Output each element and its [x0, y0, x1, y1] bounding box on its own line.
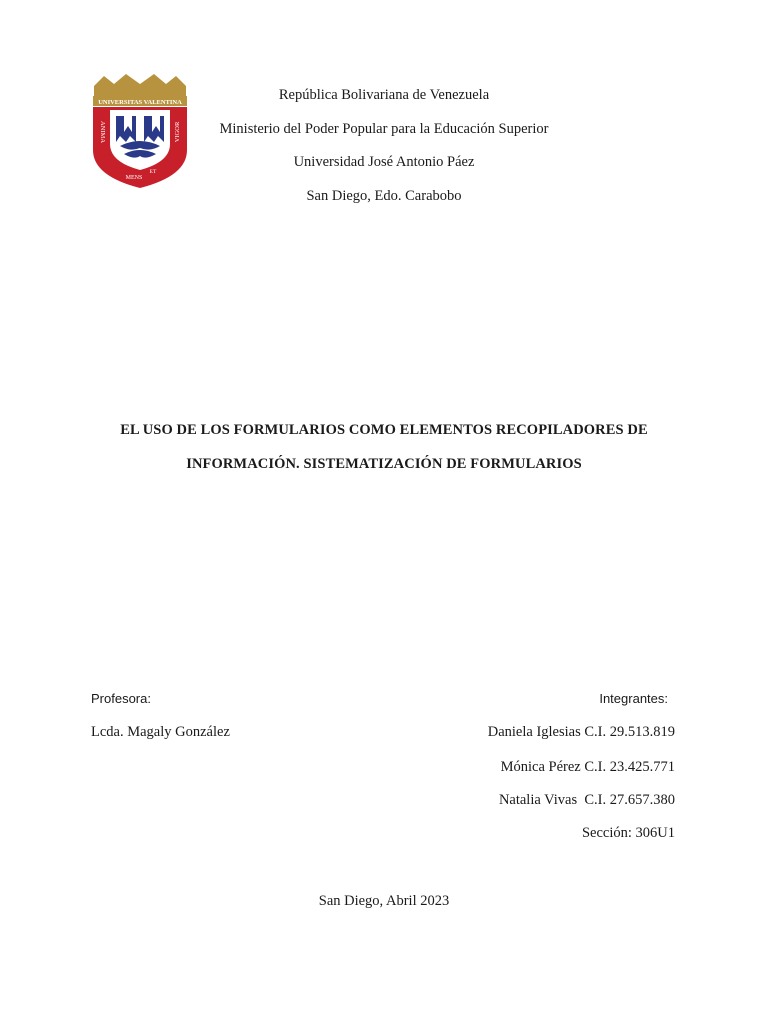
seal-banner-text: UNIVERSITAS VALENTINA: [98, 99, 182, 106]
header-university: Universidad José Antonio Páez: [293, 154, 475, 170]
member-item: Mónica Pérez C.I. 23.425.771: [500, 759, 675, 775]
professor-label: Profesora:: [91, 691, 151, 706]
seal-motto-left: ANIMA: [99, 120, 106, 144]
header-ministry: Ministerio del Poder Popular para la Educación Superior: [219, 121, 549, 137]
member-item: Natalia Vivas C.I. 27.657.380: [498, 792, 675, 808]
seal-motto-bottom-left: MENS: [125, 175, 143, 181]
members-label: Integrantes:: [599, 691, 668, 706]
professor-name: Lcda. Magaly González: [91, 724, 230, 740]
seal-motto-right: VIGOR: [174, 121, 181, 143]
seal-motto-bottom-mid: ET: [149, 169, 157, 175]
header-country: República Bolivariana de Venezuela: [278, 87, 490, 103]
document-title-line-2: INFORMACIÓN. SISTEMATIZACIÓN DE FORMULARIOS: [186, 456, 582, 472]
header-location: San Diego, Edo. Carabobo: [306, 188, 462, 204]
place-and-date: San Diego, Abril 2023: [318, 893, 450, 909]
member-item: Daniela Iglesias C.I. 29.513.819: [487, 724, 675, 740]
document-title-line-1: EL USO DE LOS FORMULARIOS COMO ELEMENTOS RECOPILADORES DE: [120, 422, 648, 438]
section-code: Sección: 306U1: [581, 825, 675, 841]
